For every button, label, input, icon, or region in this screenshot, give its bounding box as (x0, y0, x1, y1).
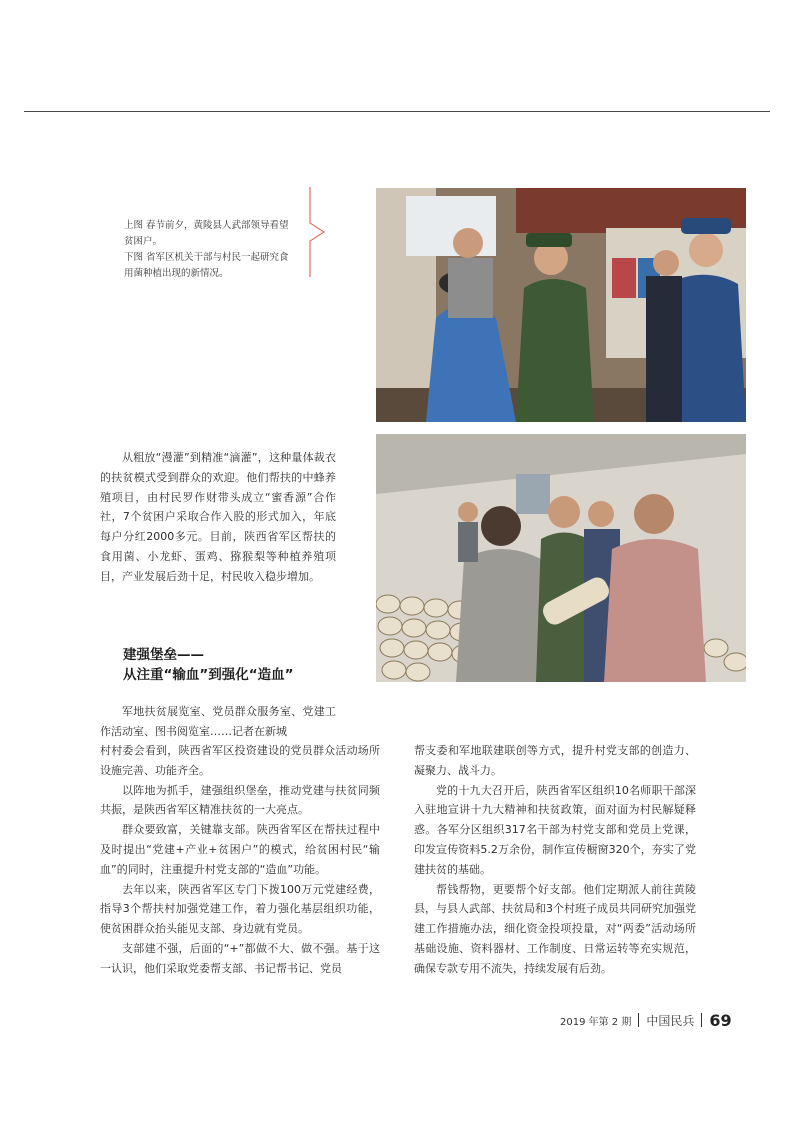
photo-visit-poor-household (376, 188, 746, 422)
left-paragraph-4: 去年以来，陕西省军区专门下拨100万元党建经费，指导3个帮扶村加强党建工作，着力强化基层组织功能，使贫困群众抬头能见支部、身边就有党员。 (100, 882, 380, 936)
footer-separator (638, 1013, 639, 1027)
intro-text: 从粗放“漫灌”到精准“滴灌”，这种量体裁衣的扶贫模式受到群众的欢迎。他们帮扶的中蜂养殖项目，由村民罗作财带头成立“蜜香源”合作社，7个贫困户采取合作入股的形式加入，年底每户分红2000多元。目前，陕西省军区帮扶的食用菌、小龙虾、蛋鸡、猕猴梨等种植养殖项目，产业发展后劲十足，村民收入稳步增加。 (100, 451, 336, 583)
caption-bottom: 下图 省军区机关干部与村民一起研究食用菌种植出现的新情况。 (124, 252, 289, 279)
left-paragraph-3: 群众要致富，关键靠支部。陕西省军区在帮扶过程中及时提出“党建+产业+贫困户”的模式，给贫困村民“输血”的同时，注重提升村党支部的“造血”功能。 (100, 823, 380, 876)
magazine-name: 中国民兵 (646, 1013, 695, 1028)
heading-line-2: 从注重“输血”到强化“造血” (123, 667, 294, 683)
footer-separator (701, 1013, 702, 1027)
left-paragraph-1: 村村委会看到，陕西省军区投资建设的党员群众活动场所设施完善、功能齐全。 (100, 744, 380, 777)
top-rule (24, 111, 770, 112)
page-footer (560, 1008, 760, 1032)
intro-paragraph (100, 448, 336, 587)
section-heading (123, 645, 363, 685)
photo-caption (124, 218, 294, 282)
page-number: 69 (709, 1010, 732, 1030)
right-column (414, 741, 696, 979)
issue-label: 2019 年第 2 期 (560, 1016, 632, 1028)
heading-line-1: 建强堡垒—— (123, 647, 204, 663)
left-column-top (100, 702, 336, 742)
left-paragraph-5: 支部建不强，后面的“+”都做不大、做不强。基于这一认识，他们采取党委帮支部、书记帮书记、党员 (100, 941, 380, 975)
right-paragraph-1: 帮支委和军地联建联创等方式，提升村党支部的创造力、凝聚力、战斗力。 (414, 744, 696, 777)
caption-top: 上图 春节前夕，黄陵县人武部领导看望贫困户。 (124, 220, 289, 247)
left-column (100, 741, 380, 979)
caption-bracket (306, 187, 328, 277)
left-top-text: 军地扶贫展览室、党员群众服务室、党建工作活动室、图书阅览室……记者在新城 (100, 705, 336, 738)
left-paragraph-2: 以阵地为抓手，建强组织堡垒，推动党建与扶贫同频共振，是陕西省军区精准扶贫的一大亮点。 (100, 783, 380, 817)
right-paragraph-2: 党的十九大召开后，陕西省军区组织10名师职干部深入驻地宣讲十九大精神和扶贫政策，面对面为村民解疑释惑。各军分区组织317名干部为村党支部和党员上党课，印发宣传资料5.2万余份，制作宣传橱窗320个，夯实了党建扶贫的基础。 (414, 783, 696, 876)
right-paragraph-3: 帮钱帮物，更要帮个好支部。他们定期派人前往黄陵县，与县人武部、扶贫局和3个村班子成员共同研究加强党建工作措施办法，细化资金投项投量，对“两委”活动场所基础设施、资料器材、工作制度、日常运转等充实规范，确保专款专用不流失，持续发展有后劲。 (414, 882, 696, 975)
photo-mushroom-research (376, 434, 746, 682)
